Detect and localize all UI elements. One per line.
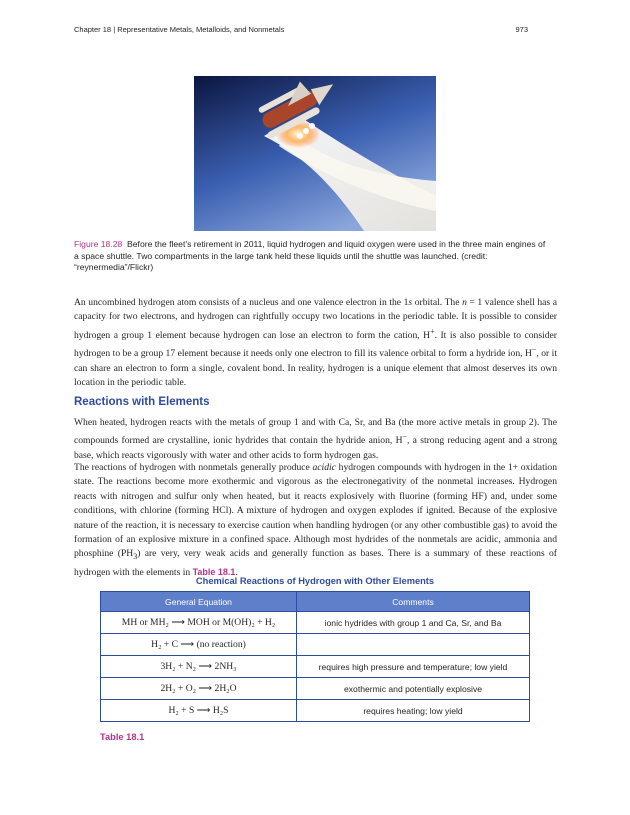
p1-text-2: orbital. The	[412, 297, 463, 308]
equation-cell	[101, 700, 297, 722]
table-row	[101, 656, 530, 678]
section-heading: Reactions with Elements	[74, 396, 210, 408]
table-header-row	[101, 592, 530, 612]
p1-text-5: , or it can share an electron to form a single, covalent bond. In reality, hydrogen is a unique element that almost deserves its own location in the periodic table.	[74, 348, 557, 389]
equation-ammonia: 3H₂ + N₂ ⟶ 2NH₃	[160, 661, 237, 672]
equation-cell	[101, 656, 297, 678]
comment-cell: requires high pressure and temperature; low yield	[297, 656, 530, 678]
table-label: Table 18.1	[100, 732, 145, 742]
p2-text-2: , a strong reducing agent and a strong base, which reacts vigorously with water and other acids to form hydrogen gas.	[74, 435, 557, 461]
p1-text-1: An uncombined hydrogen atom consists of a nucleus and one valence electron in the 1	[74, 297, 409, 308]
p1-orbital-italic: s	[408, 297, 413, 308]
equation-cell	[101, 678, 297, 700]
p3-text-4: .	[235, 566, 238, 578]
p3-text-3: ) are very, very weak acids and generally function as bases. There is a summary of these reactions of hydrogen with the elements in	[74, 548, 557, 578]
p3-subscript-3: 3	[133, 552, 138, 562]
equation-hydrogen-sulfide: H₂ + S ⟶ H₂S	[168, 705, 229, 716]
equation-water: 2H₂ + O₂ ⟶ 2H₂O	[160, 683, 237, 694]
table-row	[101, 634, 530, 656]
comment-cell: ionic hydrides with group 1 and Ca, Sr, and Ba	[297, 612, 530, 634]
table-row	[101, 678, 530, 700]
p3-text-2: hydrogen compounds with hydrogen in the 1+ oxidation state. The reactions become more exothermic and vigorous as the electronegativity of the nonmetal increases. Hydrogen reacts with nitrogen and sulfur only when heated, but it reacts explosively with fluorine (forming HF) and, under some conditions, with chlorine (forming HCl). A mixture of hydrogen and oxygen explodes if ignited. Because of the explosive nature of the reaction, it is necessary to exercise caution when handling hydrogen (or any other combustible gas) to avoid the formation of an explosive mixture in a confined space. Although most hydrides of the nonmetals are acidic, ammonia and phosphine (PH	[74, 462, 557, 560]
shuttle-illustration	[194, 76, 436, 231]
p1-text-4: . It is also possible to consider hydrogen to be a group 17 element because it needs only one electron to fill its valence orbital to form a hydride ion, H	[74, 330, 557, 360]
equation-metal-hydride: MH or MH₂ ⟶ MOH or M(OH)₂ + H₂	[121, 617, 276, 628]
column-header-comments: Comments	[297, 592, 530, 612]
p1-anion-charge: −	[531, 345, 537, 355]
table-reference-link[interactable]: Table 18.1	[192, 566, 236, 577]
column-header-equation: General Equation	[101, 592, 297, 612]
reactions-table	[100, 591, 530, 722]
equation-cell	[101, 612, 297, 634]
comment-cell: exothermic and potentially explosive	[297, 678, 530, 700]
space-shuttle-launch-photo	[194, 76, 436, 231]
page-number: 973	[515, 25, 528, 34]
comment-cell	[297, 634, 530, 656]
figure-caption	[74, 239, 546, 274]
equation-cell	[101, 634, 297, 656]
p1-text-3: = 1 valence shell has a capacity for two electrons, and hydrogen can rightfully occupy two locations in the periodic table. It is possible to consider hydrogen a group 1 element because hydrogen can lose an electron to form the cation, H	[74, 297, 557, 341]
paragraph-hydrides	[74, 416, 557, 463]
equation-carbon: H₂ + C ⟶ (no reaction)	[151, 639, 246, 650]
figure-label: Figure 18.28	[74, 239, 123, 249]
p1-cation-charge: +	[430, 326, 435, 336]
figure-caption-text: Before the fleet’s retirement in 2011, liquid hydrogen and liquid oxygen were used in the three main engines of a space shuttle. Two compartments in the large tank held these liquids until the shuttle was launched. (credit: “reynermedia”/Flickr)	[74, 239, 546, 272]
p1-n-italic: n	[462, 297, 467, 308]
chapter-title: Chapter 18 | Representative Metals, Metalloids, and Nonmetals	[74, 25, 285, 34]
p2-anion-charge: −	[402, 432, 408, 442]
table-row	[101, 612, 530, 634]
comment-cell: requires heating; low yield	[297, 700, 530, 722]
p2-text-1: When heated, hydrogen reacts with the metals of group 1 and with Ca, Sr, and Ba (the more active metals in group 2). The compounds formed are crystalline, ionic hydrides that contain the hydride anion, H	[74, 417, 557, 447]
table-row	[101, 700, 530, 722]
table-title: Chemical Reactions of Hydrogen with Other Elements	[195, 576, 435, 586]
paragraph-nonmetals	[74, 461, 557, 580]
p3-text-1: The reactions of hydrogen with nonmetals generally produce	[74, 462, 313, 473]
p3-acidic-italic: acidic	[312, 462, 336, 473]
paragraph-hydrogen-atom	[74, 296, 557, 391]
